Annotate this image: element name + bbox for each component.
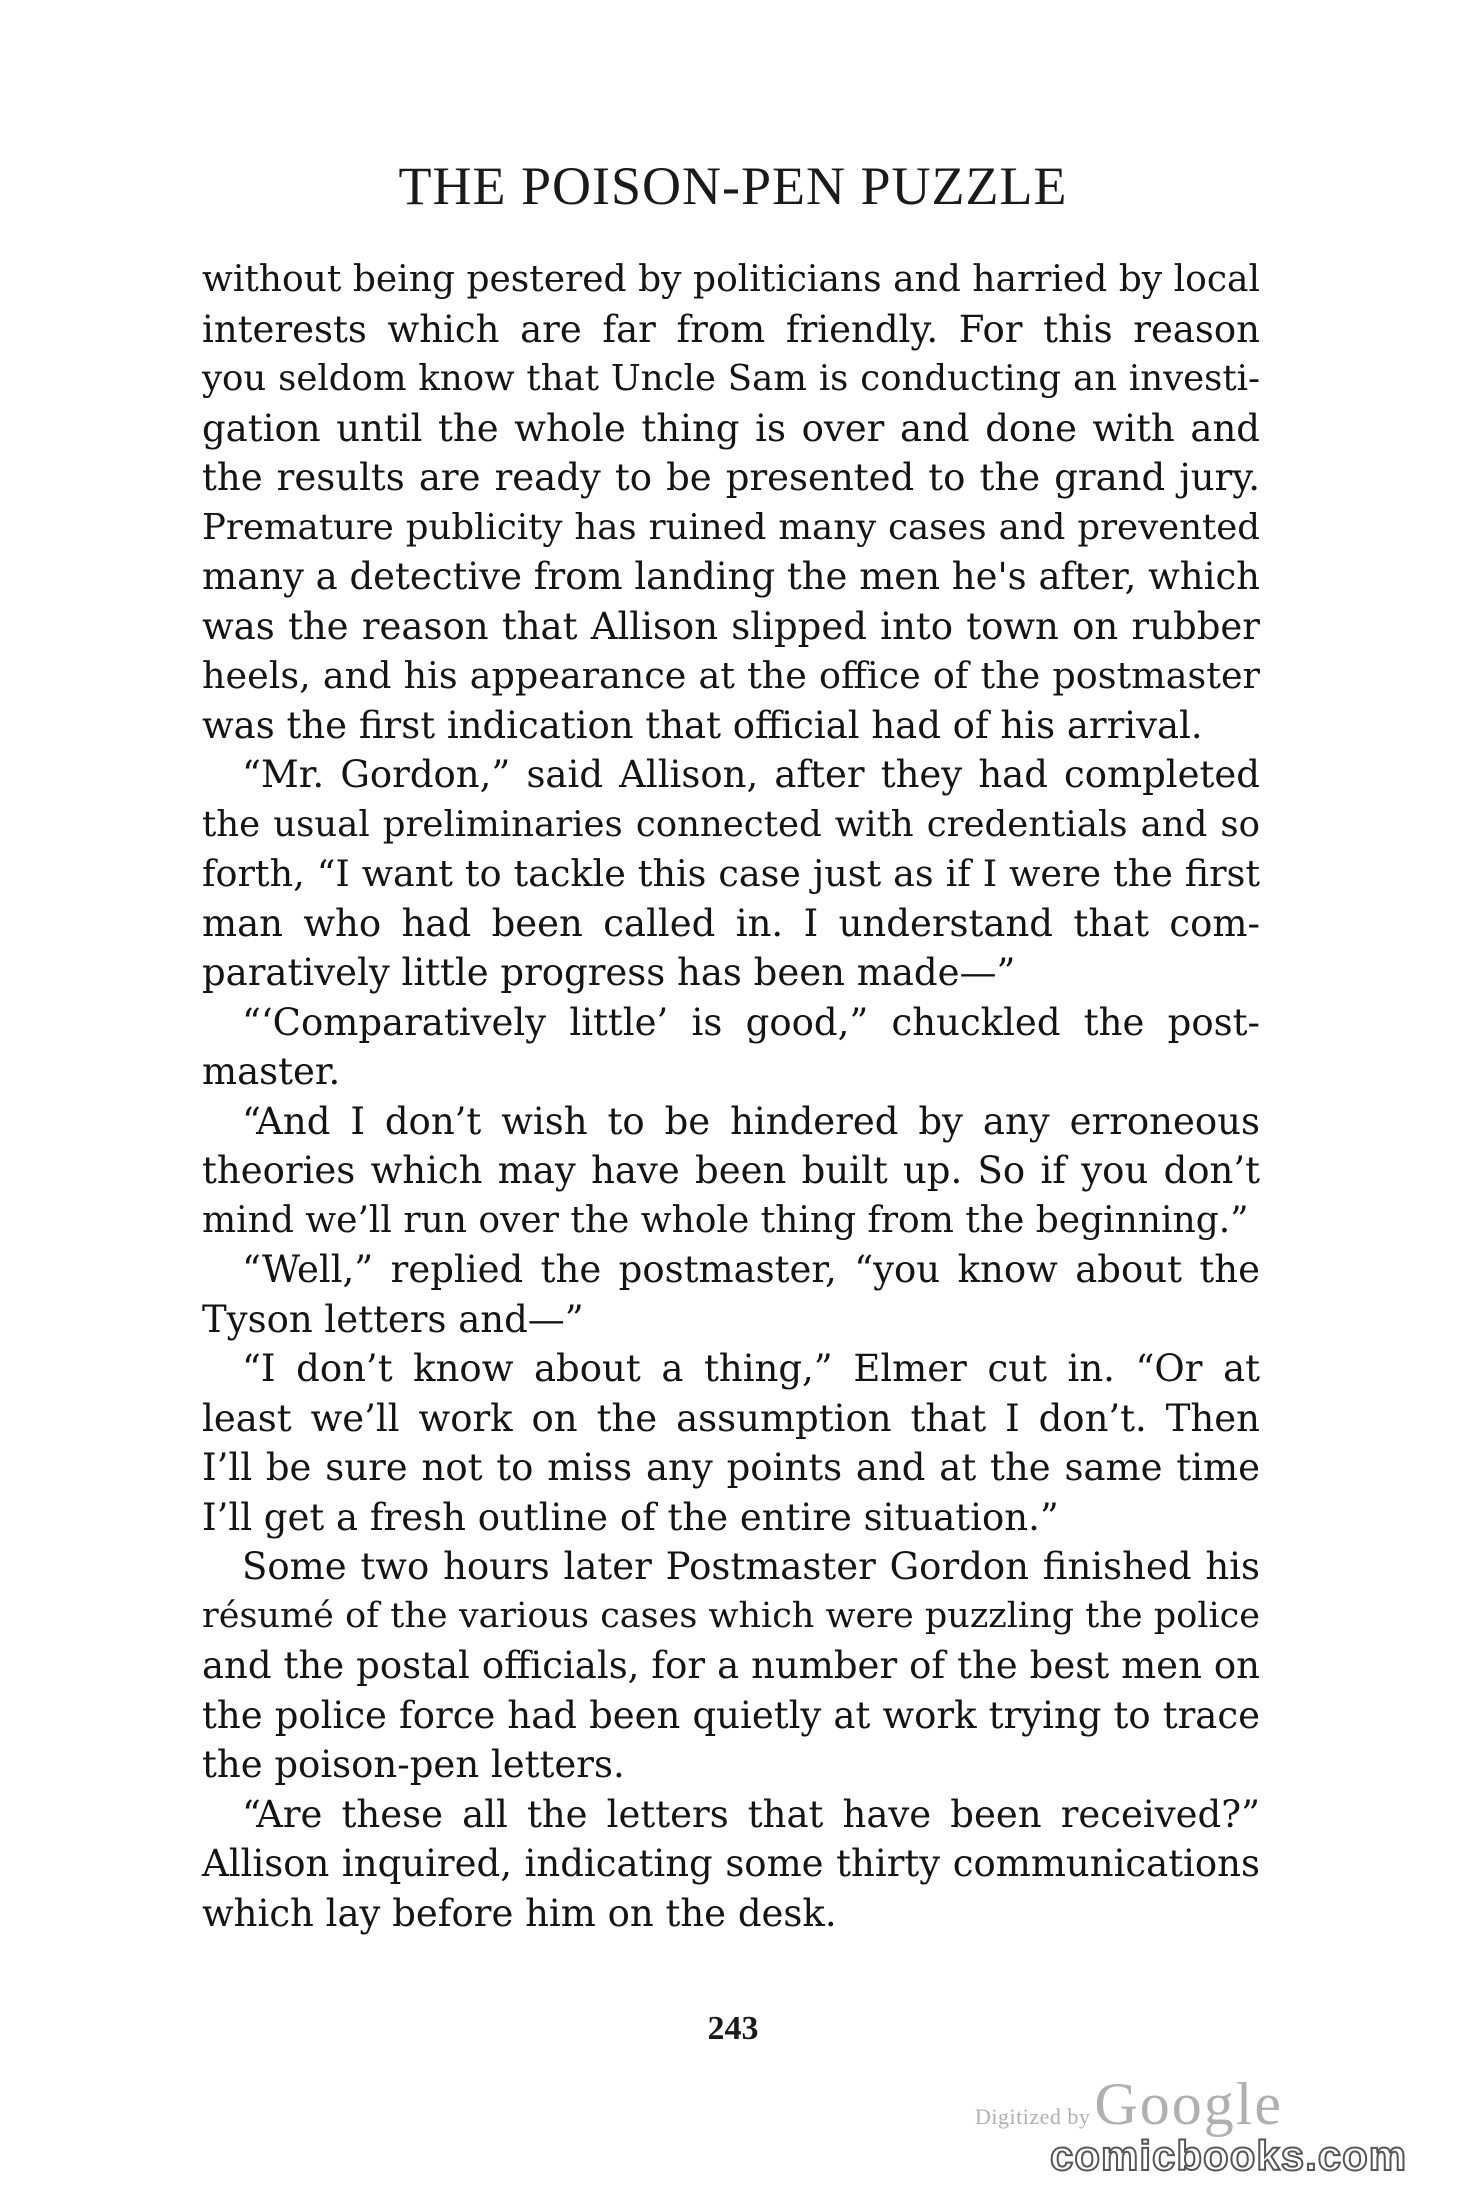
text-line: Some two hours later Postmaster Gordon finished his [242, 1545, 1260, 1588]
text-line: least we’ll work on the assumption that I don’t. Then [202, 1396, 1260, 1440]
text-line: which lay before him on the desk. [202, 1891, 837, 1935]
text-line: interests which are far from friendly. For this reason [202, 307, 1260, 351]
text-line: was the first indication that official had of his arrival. [202, 703, 1203, 747]
text-line: many a detective from landing the men he's after, which [202, 555, 1260, 598]
text-line: “And I don’t wish to be hindered by any erroneous [242, 1099, 1260, 1143]
page-number: 243 [707, 2010, 759, 2047]
text-line: “I don’t know about a thing,” Elmer cut in. “Or at [242, 1347, 1260, 1390]
text-line: I’ll be sure not to miss any points and at the same time [202, 1446, 1260, 1489]
digitized-prefix: Digitized by [975, 2104, 1091, 2129]
text-line: master. [202, 1050, 341, 1093]
text-line: was the reason that Allison slipped into town on rubber [202, 604, 1260, 648]
text-line: résumé of the various cases which were puzzling the police [202, 1595, 1260, 1636]
text-line: the police force had been quietly at work trying to trace [202, 1693, 1260, 1737]
text-line: “‘Comparatively little’ is good,” chuckled the post- [242, 1000, 1260, 1044]
text-line: man who had been called in. I understand that com- [202, 901, 1260, 945]
text-line: forth, “I want to tackle this case just as if I were the first [202, 852, 1260, 895]
site-watermark: comicbooks.com [1050, 2132, 1408, 2179]
text-line: gation until the whole thing is over and done with and [202, 406, 1260, 450]
text-line: without being pestered by politicians and harried by local [202, 259, 1260, 300]
text-line: the results are ready to be presented to the grand jury. [202, 456, 1260, 499]
body-text [202, 255, 1260, 1938]
google-logo: Google [1094, 2071, 1284, 2137]
text-line: heels, and his appearance at the office of the postmaster [202, 654, 1260, 697]
text-line: I’ll get a fresh outline of the entire situation.” [202, 1495, 1059, 1539]
text-line: “Well,” replied the postmaster, “you know about the [242, 1248, 1260, 1291]
text-line: and the postal officials, for a number of the best men on [202, 1644, 1260, 1687]
digitized-watermark [975, 2070, 1283, 2139]
text-line: mind we’ll run over the whole thing from the beginning.” [202, 1199, 1249, 1241]
text-line: the poison-pen letters. [202, 1743, 625, 1786]
text-line: theories which may have been built up. So if you don’t [202, 1149, 1260, 1192]
page-title: THE POISON-PEN PUZZLE [398, 156, 1068, 216]
text-line: paratively little progress has been made—” [202, 951, 1016, 994]
text-line: the usual preliminaries connected with credentials and so [202, 803, 1260, 845]
text-line: “Mr. Gordon,” said Allison, after they had completed [242, 753, 1260, 796]
text-line: “Are these all the letters that have been received?” [242, 1792, 1260, 1836]
text-line: you seldom know that Uncle Sam is conducting an investi- [202, 358, 1260, 399]
text-line: Premature publicity has ruined many cases and prevented [202, 506, 1260, 548]
text-line: Allison inquired, indicating some thirty communications [202, 1842, 1260, 1885]
text-line: Tyson letters and—” [202, 1297, 584, 1341]
